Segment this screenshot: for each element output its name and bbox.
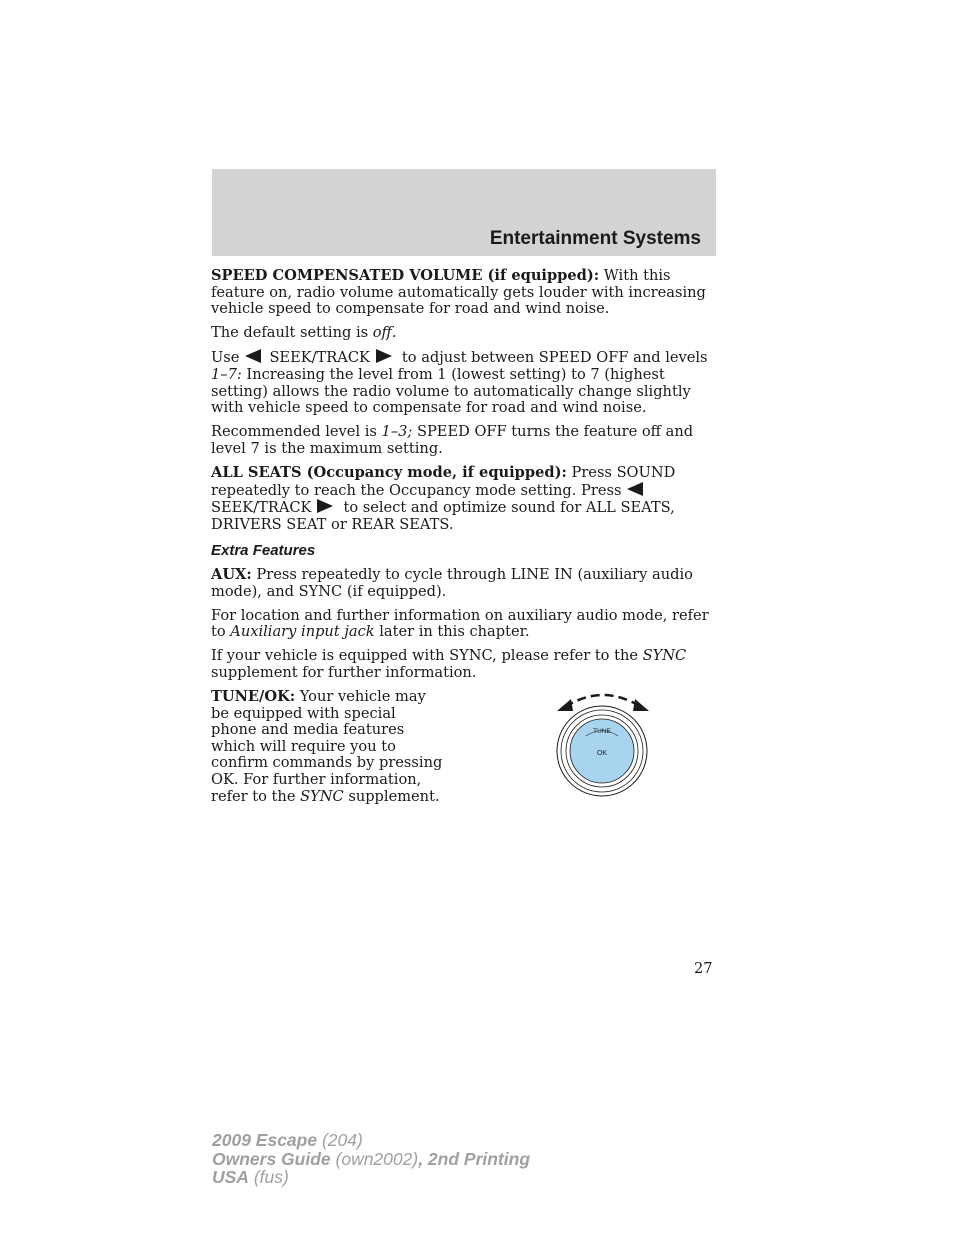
- use-word: Use: [211, 349, 240, 367]
- location-paragraph: [211, 608, 717, 641]
- speed-volume-text: With this feature on, radio volume automatically gets louder with increasing vehicle speed to compensate for road and wind noise.: [211, 267, 706, 318]
- footer: [212, 1131, 530, 1187]
- speed-volume-heading: SPEED COMPENSATED VOLUME (if equipped):: [211, 267, 600, 284]
- use-rest-text: Increasing the level from 1 (lowest setting) to 7 (highest setting) allows the radio volume to automatically change slightly with vehicle speed to compensate for road and wind noise.: [211, 365, 691, 417]
- tune-ok-block: [211, 689, 717, 819]
- all-seats-text2: to select and optimize sound for ALL SEATS, DRIVERS SEAT or REAR SEATS.: [211, 499, 675, 533]
- tune-ok-paragraph: [211, 689, 443, 805]
- header-band: [212, 169, 716, 256]
- footer-guide: Owners Guide: [212, 1148, 331, 1169]
- location-prefix: For location and further information on auxiliary audio mode, refer to: [211, 606, 709, 641]
- page-number: 27: [694, 960, 713, 977]
- section-title: Entertainment Systems: [489, 228, 701, 249]
- rotate-right-arrow-icon: [633, 699, 649, 711]
- aux-heading: AUX:: [211, 565, 252, 583]
- tune-label: TUNE: [593, 727, 611, 735]
- default-setting-value: off.: [372, 324, 397, 342]
- recommended-prefix: Recommended level is: [211, 423, 382, 441]
- footer-market-code: (fus): [248, 1167, 289, 1187]
- default-setting-prefix: The default setting is: [211, 324, 373, 342]
- extra-features-heading: Extra Features: [211, 542, 316, 560]
- tune-ok-text: Your vehicle may be equipped with special phone and media features which will require you to confirm commands by pressing OK. For further information, refer to the: [211, 687, 443, 805]
- tune-ok-suffix: supplement.: [343, 787, 440, 805]
- use-paragraph: [211, 349, 717, 416]
- tune-ok-heading: TUNE/OK:: [211, 687, 296, 705]
- recommended-paragraph: [211, 424, 717, 457]
- footer-market: USA: [212, 1167, 249, 1187]
- all-seats-seek-track: SEEK/TRACK: [211, 499, 312, 517]
- all-seats-paragraph: [211, 465, 717, 533]
- sync-paragraph: [211, 648, 717, 681]
- footer-line-3: [212, 1168, 530, 1187]
- use-middle-text: to adjust between SPEED OFF and levels: [401, 349, 708, 367]
- footer-guide-code: (own2002): [330, 1148, 419, 1169]
- all-seats-heading: ALL SEATS (Occupancy mode, if equipped):: [211, 463, 567, 481]
- tune-ok-sync-ref: SYNC: [300, 787, 344, 805]
- auxiliary-input-jack-ref: Auxiliary input jack: [230, 623, 375, 641]
- footer-model-code: (204): [317, 1130, 363, 1150]
- seek-left-arrow-icon: [627, 482, 643, 496]
- footer-line-2: [212, 1150, 530, 1169]
- recommended-rest: SPEED OFF turns the feature off and level 7 is the maximum setting.: [211, 423, 694, 457]
- tune-knob-illustration: [553, 689, 653, 799]
- rotation-arc: [565, 695, 641, 707]
- default-setting-paragraph: [211, 325, 717, 342]
- footer-model: 2009 Escape: [212, 1130, 318, 1150]
- sync-suffix: supplement for further information.: [211, 663, 477, 681]
- aux-paragraph: [211, 567, 717, 600]
- footer-line-1: [212, 1131, 530, 1150]
- seek-track-label: SEEK/TRACK: [269, 349, 370, 367]
- sync-ref: SYNC: [642, 647, 687, 665]
- levels-range: 1–7:: [211, 365, 242, 383]
- page-content: [211, 268, 717, 819]
- location-suffix: later in this chapter.: [374, 623, 530, 641]
- aux-text: Press repeatedly to cycle through LINE IN (auxiliary audio mode), and SYNC (if equipped).: [211, 565, 693, 600]
- ok-label: OK: [596, 749, 608, 757]
- sync-prefix: If your vehicle is equipped with SYNC, please refer to the: [211, 647, 643, 665]
- seek-right-arrow-icon: [376, 349, 392, 363]
- seek-right-arrow-icon: [317, 499, 333, 513]
- recommended-level: 1–3;: [381, 423, 413, 441]
- speed-volume-paragraph: [211, 268, 717, 318]
- footer-printing: , 2nd Printing: [418, 1148, 531, 1169]
- all-seats-text1: Press SOUND repeatedly to reach the Occupancy mode setting. Press: [211, 463, 676, 499]
- seek-left-arrow-icon: [245, 349, 261, 363]
- rotate-left-arrow-icon: [557, 699, 573, 711]
